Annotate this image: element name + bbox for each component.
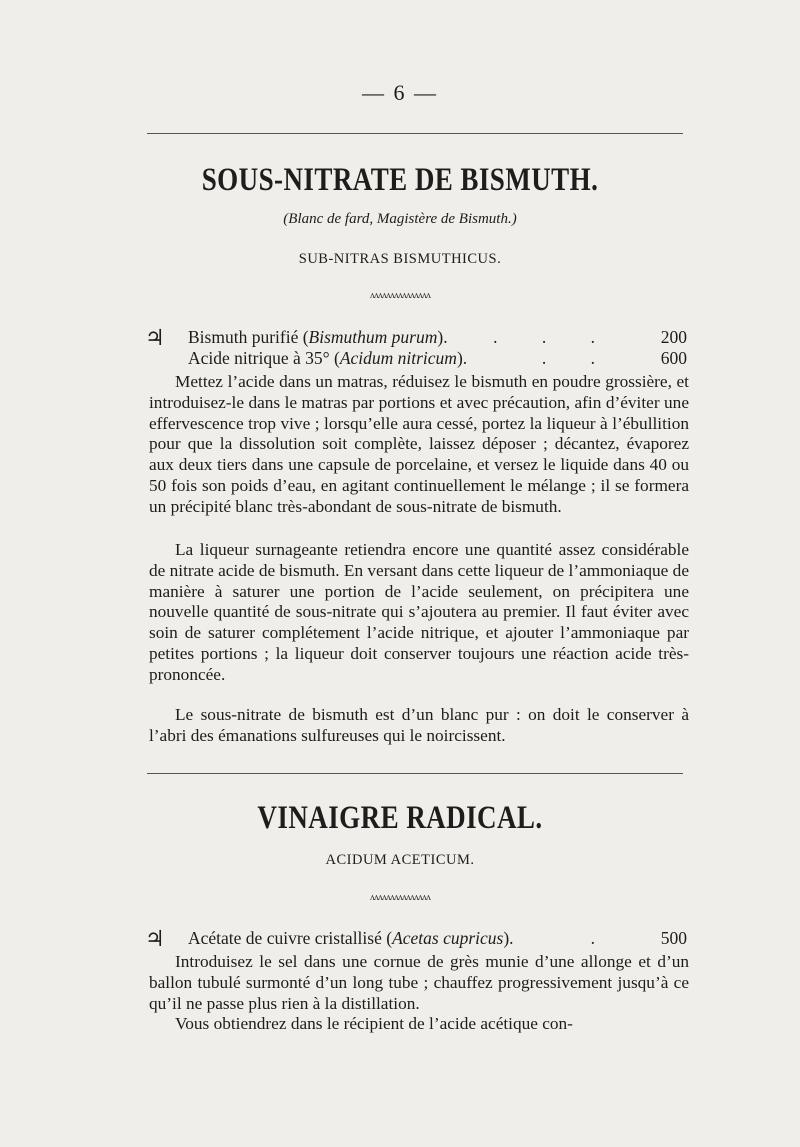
ingredient-quantity: 600: [660, 348, 687, 368]
ornament-divider: ʌʌʌʌʌʌʌʌʌʌʌʌʌʌʌ: [370, 892, 430, 903]
paragraph: Mettez l’acide dans un matras, réduisez le bismuth en poudre grossière, et introduisez-le dans le matras par portions et avec précaution, afin d’éviter une effervescence trop vive ; lorsqu’elle aura cessé, portez la liqueur à l’ébullition pour que la dissolution soit complète, laissez déposer ; décantez, évaporez aux deux tiers dans une capsule de porcelaine, et versez le liquide dans 40 ou 50 fois son poids d’eau, en agitant continuellement le mélange ; il se formera un précipité blanc très-abondant de sous-nitrate de bismuth.: [149, 372, 689, 516]
ingredient-name: Acétate de cuivre cristallisé (Acetas cupricus).: [188, 928, 514, 948]
ingredient-quantity: 200: [660, 327, 687, 347]
ingredient-dots: . .: [541, 348, 615, 368]
latin-name-bismuth: SUB-NITRAS BISMUTHICUS.: [298, 251, 502, 267]
header-rule: [147, 133, 683, 134]
ingredient-name: Bismuth purifié (Bismuthum purum).: [188, 327, 448, 347]
ingredient-line: [145, 928, 687, 950]
paragraph: Le sous-nitrate de bismuth est d’un blanc pur : on doit le conserver à l’abri des émanations sulfureuses qui le noircissent.: [149, 705, 689, 745]
paragraph: La liqueur surnageante retiendra encore une quantité assez considérable de nitrate acide de bismuth. En versant dans cette liqueur de l’ammoniaque de manière à saturer une portion de l’acide seulement, on précipitera une nouvelle quantité de sous-nitrate qui s’ajoutera au premier. Il faut éviter avec soin de saturer complétement l’acide nitrique, et ajouter l’ammoniaque par petites portions ; la liqueur doit conserver toujours une réaction acide très-prononcée.: [149, 540, 689, 684]
section-title-vinaigre: VINAIGRE RADICAL.: [257, 800, 543, 836]
ornament-divider: ʌʌʌʌʌʌʌʌʌʌʌʌʌʌʌ: [370, 290, 430, 301]
paragraph: Introduisez le sel dans une cornue de grès munie d’une allonge et d’un ballon tubulé surmonté d’un long tube ; chauffez progressivement jusqu’à ce qu’il ne passe plus rien à la distillation.: [149, 952, 689, 1013]
ingredient-dots: .: [590, 928, 615, 948]
ingredient-line: [145, 327, 687, 349]
recipe-symbol-icon: ♃: [145, 325, 165, 350]
page-number: — 6 —: [362, 80, 438, 105]
ingredient-line: [145, 348, 687, 370]
section-title-bismuth: SOUS-NITRATE DE BISMUTH.: [201, 162, 599, 198]
latin-name-vinaigre: ACIDUM ACETICUM.: [325, 852, 475, 868]
section-rule: [147, 773, 683, 774]
recipe-symbol-icon: ♃: [145, 926, 165, 951]
ingredient-quantity: 500: [660, 928, 687, 948]
ingredient-name: Acide nitrique à 35° (Acidum nitricum).: [188, 348, 468, 368]
paragraph: Vous obtiendrez dans le récipient de l’acide acétique con-: [175, 1014, 573, 1033]
ingredient-dots: . . .: [493, 327, 615, 347]
section-subtitle-bismuth: (Blanc de fard, Magistère de Bismuth.): [283, 211, 517, 227]
